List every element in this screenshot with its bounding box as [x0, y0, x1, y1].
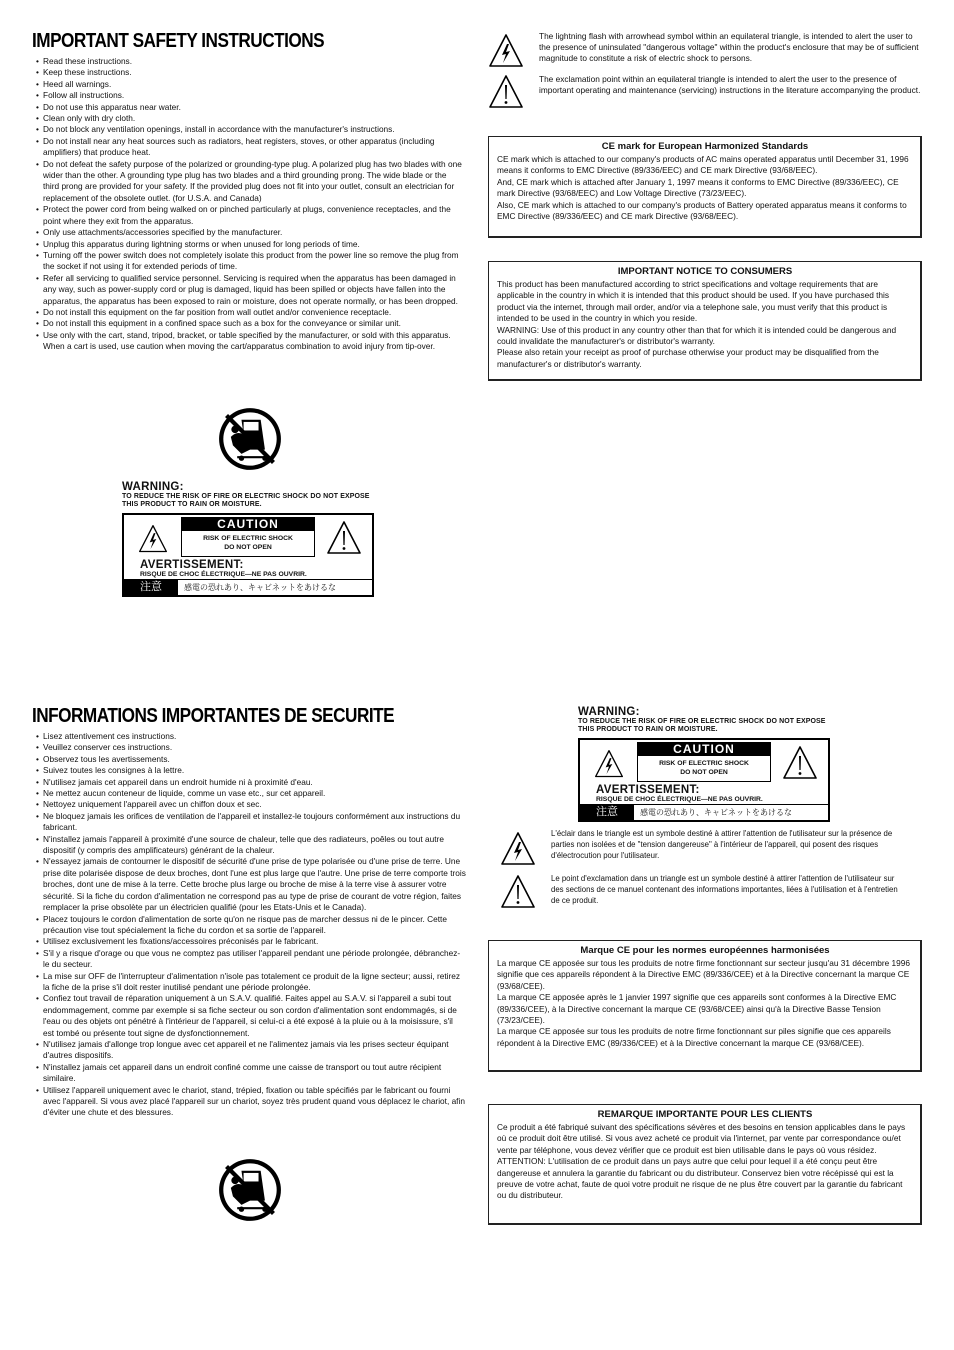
list-item: • Utilisez l'appareil uniquement avec le chariot, stand, trépied, fixation ou table spécifiés par le fabricant ou fourni avec l'appareil. Si vous avez placé l'appareil sur un chariot, soyez très prudent quand vous déplacez le chariot, afin d'éviter une chute et des blessures. — [34, 1085, 466, 1119]
page-title-french: INFORMATIONS IMPORTANTES DE SECURITE — [32, 705, 395, 727]
list-item: • Do not install this equipment in a confined space such as a box for the conveyance or similar unit. — [34, 318, 462, 329]
list-item: • Ne mettez aucun conteneur de liquide, comme un vase etc., sur cet appareil. — [34, 788, 466, 799]
risk-text: RISK OF ELECTRIC SHOCK DO NOT OPEN — [181, 531, 315, 557]
japanese-caution-label: 注意 — [124, 580, 178, 595]
caution-label — [122, 513, 374, 597]
list-item: • Use only with the cart, stand, tripod, bracket, or table specified by the manufacturer, or sold with this apparatus. When a cart is used, use caution when moving the cart/apparatus combination to avoid injury from tip-over. — [34, 330, 462, 353]
consumer-notice-title: REMARQUE IMPORTANTE POUR LES CLIENTS — [597, 1109, 813, 1120]
list-item: • Keep these instructions. — [34, 67, 462, 78]
list-item: • Suivez toutes les consignes à la lettre. — [34, 765, 466, 776]
list-item: • N'installez jamais l'appareil à proximité d'une source de chaleur, telle que des radiateurs, poêles ou tout autre dispositif (y compris des amplificateurs) générant de la chaleur. — [34, 834, 466, 857]
avertissement-subtext: RISQUE DE CHOC ÉLECTRIQUE—NE PAS OUVRIR. — [140, 571, 307, 578]
japanese-warning-row — [580, 804, 828, 820]
list-item: • Turning off the power switch does not completely isolate this product from the power line so remove the plug from the socket if not using it for extended periods of time. — [34, 250, 462, 273]
list-item: • S'il y a risque d'orage ou que vous ne comptez pas utiliser l'appareil pendant une période prolongée, débranchez-le du secteur. — [34, 948, 466, 971]
list-item: • N'utilisez jamais d'allonge trop longue avec cet appareil et ne l'alimentez jamais via les prises secteur équipant d'autres dispositifs. — [34, 1039, 466, 1062]
risk-text: RISK OF ELECTRIC SHOCK DO NOT OPEN — [637, 756, 771, 782]
list-item: • N'installez jamais cet appareil dans un endroit confiné comme une caisse de transport ou tout autre récipient similaire. — [34, 1062, 466, 1085]
lightning-symbol-explanation: The lightning flash with arrowhead symbol within an equilateral triangle, is intended to alert the user to the presence of uninsulated "dangerous voltage" within the product's enclosure that may be of sufficient magnitude to constitute a risk of electric shock to persons. — [488, 31, 922, 69]
caution-heading: CAUTION — [181, 517, 315, 531]
list-item: • N'essayez jamais de contourner le dispositif de sécurité d'une prise de type polarisée ou d'une prise de terre. Une prise dite polarisée dispose de deux broches, dont l'une est plus large que l'autre. Une prise de terre comporte trois broches, dont une de mise à la terre. Cette broche plus large ou broche de mise à la terre vise à assurer votre sécurité. Si la fiche du cordon d'alimentation ne correspond pas au type de prise de courant de votre région, faites remplacer la prise obsolète par un électricien qualifié (pour les Etats-Unis et le Canada). — [34, 856, 466, 913]
list-item: • Do not install this equipment on the far position from wall outlet and/or convenience receptacle. — [34, 307, 462, 318]
list-item: • Do not use this apparatus near water. — [34, 102, 462, 113]
list-item: • Confiez tout travail de réparation uniquement à un S.A.V. qualifié. Faites appel au S.A.V. si l'appareil a subi tout endommagement, comme par exemple si sa fiche secteur ou son cordon d'alimentation sont endommagés, si de l'eau ou des objets ont pénétré à l'intérieur de l'appareil, si celui-ci a été exposé à la pluie ou à la moisissure, s'il est tombé ou présente tout signe de dysfonctionnement. — [34, 993, 466, 1039]
caution-heading: CAUTION — [637, 742, 771, 756]
list-item: • Ne bloquez jamais les orifices de ventilation de l'appareil et installez-le toujours conformément aux instructions du fabricant. — [34, 811, 466, 834]
japanese-warning-row — [124, 579, 372, 595]
exclamation-triangle-icon — [488, 74, 524, 110]
consumer-notice-box-french: REMARQUE IMPORTANTE POUR LES CLIENTS Ce produit a été fabriqué suivant des spécifications sévères et des besoins en tension applicables dans le pays où ce produit doit être utilisé. Si vous avez acheté ce produit via l'internet, par vente par correspondance ou/et vente par téléphone, vous devez vérifier que ce produit est bien utilisable dans le pays où vous résidez. ATTENTION: L'utilisation de ce produit dans un pays autre que celui pour lequel il a été conçu peut être dangereuse et annulera la garantie du fabricant ou du distributeur. Conservez bien votre récépissé qui est la preuve de votre achat, faute de quoi votre produit ne risque de ne plus être couvert par la garantie du fabricant ou du distributeur. — [488, 1104, 922, 1225]
list-item: • Only use attachments/accessories specified by the manufacturer. — [34, 227, 462, 238]
exclamation-triangle-icon — [326, 520, 362, 556]
page-title-english: IMPORTANT SAFETY INSTRUCTIONS — [32, 30, 325, 52]
cart-warning-icon — [218, 407, 282, 471]
list-item: • Do not block any ventilation openings, install in accordance with the manufacturer's instructions. — [34, 124, 462, 135]
japanese-caution-text: 感電の恐れあり、キャビネットをあけるな — [184, 583, 336, 592]
list-item: • Read these instructions. — [34, 56, 462, 67]
list-item: • Follow all instructions. — [34, 90, 462, 101]
lightning-triangle-icon — [500, 831, 536, 867]
list-item: • Clean only with dry cloth. — [34, 113, 462, 124]
avertissement-heading: AVERTISSEMENT: — [596, 784, 700, 796]
list-item: • Protect the power cord from being walked on or pinched particularly at plugs, convenience receptacles, and the point where they exit from the apparatus. — [34, 204, 462, 227]
lightning-symbol-explanation-french: L'éclair dans le triangle est un symbole destiné à attirer l'attention de l'utilisateur sur la présence de parties non isolées et de "tension dangereuse" à l'intérieur de l'appareil, qui posent des risques d'électrocution pour l'utilisateur. — [500, 829, 904, 867]
ce-mark-box-english: CE mark for European Harmonized Standards CE mark which is attached to our company's products of AC mains operated apparatus until December 31, 1996 means it conforms to EMC Directive (89/336/EEC) and CE mark Directive (93/68/EEC). And, CE mark which is attached after January 1, 1997 means it conforms to EMC Directive (89/336/EEC), CE mark Directive (93/68/EEC) and Low Voltage Directive (73/23/EEC). Also, CE mark which is attached to our company's products of Battery operated apparatus means it conforms to EMC Directive (89/336/EEC) and CE mark Directive (93/68/EEC). — [488, 136, 922, 238]
english-instructions-list — [34, 56, 462, 353]
ce-mark-title: Marque CE pour les normes européennes harmonisées — [580, 945, 830, 956]
list-item: • La mise sur OFF de l'interrupteur d'alimentation n'isole pas totalement ce produit de la ligne secteur; aussi, retirez la fiche de la prise s'il doit rester inutilisé pendant une période prolongée. — [34, 971, 466, 994]
ce-mark-box-french: Marque CE pour les normes européennes harmonisées La marque CE apposée sur tous les produits de notre firme fonctionnant sur secteur jusqu'au 31 décembre 1996 signifie que ces appareils répondent à la Directive EMC (89/336/CEE) et à la Directive concernant la marque CE (93/68/CEE). La marque CE apposée après le 1 janvier 1997 signifie que ces appareils sont conformes à la Directive EMC (89/336/CEE), à la Directive concernant la marque CE (93/68/CEE) ainsi qu'à la Directive Basse Tension (73/23/CEE). La marque CE apposée sur tous les produits de notre firme fonctionnant sur piles signifie que ces appareils répondent à la Directive EMC (89/336/CEE) et à la Directive concernant la marque CE (93/68/CEE). — [488, 940, 922, 1072]
warning-subtext: TO REDUCE THE RISK OF FIRE OR ELECTRIC SHOCK DO NOT EXPOSE THIS PRODUCT TO RAIN OR MOISTURE. — [122, 493, 370, 508]
warning-subtext: TO REDUCE THE RISK OF FIRE OR ELECTRIC SHOCK DO NOT EXPOSE THIS PRODUCT TO RAIN OR MOISTURE. — [578, 718, 826, 733]
french-instructions-list — [34, 731, 466, 1119]
warning-heading: WARNING: — [578, 706, 640, 718]
warning-label-english — [122, 481, 374, 597]
avertissement-subtext: RISQUE DE CHOC ÉLECTRIQUE—NE PAS OUVRIR. — [596, 796, 763, 803]
list-item: • Observez tous les avertissements. — [34, 754, 466, 765]
consumer-notice-title: IMPORTANT NOTICE TO CONSUMERS — [617, 266, 793, 277]
exclamation-symbol-explanation: The exclamation point within an equilateral triangle is intended to alert the user to the presence of important operating and maintenance (servicing) instructions in the literature accompanying the product. — [488, 74, 922, 110]
warning-label-french — [578, 706, 830, 822]
exclamation-symbol-explanation-french: Le point d'exclamation dans un triangle est un symbole destiné à attirer l'attention de l'utilisateur sur des sections de ce manuel contenant des informations importantes, liées à l'utilisation et à l'entretien de ce produit. — [500, 874, 904, 910]
lightning-triangle-icon — [138, 524, 168, 554]
list-item: • Do not install near any heat sources such as radiators, heat registers, stoves, or other apparatus (including amplifiers) that produce heat. — [34, 136, 462, 159]
caution-label — [578, 738, 830, 822]
list-item: • Do not defeat the safety purpose of the polarized or grounding-type plug. A polarized plug has two blades with one wider than the other. A grounding type plug has two blades and a third grounding prong. The wide blade or the third prong are provided for your safety. If the provided plug does not fit into your outlet, consult an electrician for replacement of the obsolete outlet. (for U.S.A. and Canada) — [34, 159, 462, 205]
exclamation-triangle-icon — [782, 745, 818, 781]
japanese-caution-label: 注意 — [580, 805, 634, 820]
cart-warning-icon — [218, 1158, 282, 1222]
list-item: • Lisez attentivement ces instructions. — [34, 731, 466, 742]
list-item: • N'utilisez jamais cet appareil dans un endroit humide ni à proximité d'eau. — [34, 777, 466, 788]
consumer-notice-box-english: IMPORTANT NOTICE TO CONSUMERS This product has been manufactured according to strict specifications and voltage requirements that are applicable in the country in which it is intended that this product should be used. If you have purchased this product via the internet, through mail order, and/or via a telephone sale, you must verify that this product is intended to be used in the country in which you reside. WARNING: Use of this product in any country other than that for which it is intended could be dangerous and could invalidate the manufacturer's or distributor's warranty. Please also retain your receipt as proof of purchase otherwise your product may be disqualified from the manufacturer's or distributor's warranty. — [488, 261, 922, 381]
lightning-triangle-icon — [488, 33, 524, 69]
list-item: • Veuillez conserver ces instructions. — [34, 742, 466, 753]
ce-mark-title: CE mark for European Harmonized Standards — [601, 141, 809, 152]
lightning-triangle-icon — [594, 749, 624, 779]
list-item: • Heed all warnings. — [34, 79, 462, 90]
list-item: • Refer all servicing to qualified service personnel. Servicing is required when the apparatus has been damaged in any way, such as power-supply cord or plug is damaged, liquid has been spilled or objects have fallen into the apparatus, the apparatus has been exposed to rain or moisture, does not operate normally, or has been dropped. — [34, 273, 462, 307]
exclamation-triangle-icon — [500, 874, 536, 910]
warning-heading: WARNING: — [122, 481, 184, 493]
list-item: • Placez toujours le cordon d'alimentation de sorte qu'on ne risque pas de marcher dessus ni de le pincer. Cette précaution vise tout spécialement la fiche du cordon et sa sortie de l'appareil. — [34, 914, 466, 937]
avertissement-heading: AVERTISSEMENT: — [140, 559, 244, 571]
japanese-caution-text: 感電の恐れあり、キャビネットをあけるな — [640, 808, 792, 817]
list-item: • Nettoyez uniquement l'appareil avec un chiffon doux et sec. — [34, 799, 466, 810]
list-item: • Utilisez exclusivement les fixations/accessoires préconisés par le fabricant. — [34, 936, 466, 947]
list-item: • Unplug this apparatus during lightning storms or when unused for long periods of time. — [34, 239, 462, 250]
